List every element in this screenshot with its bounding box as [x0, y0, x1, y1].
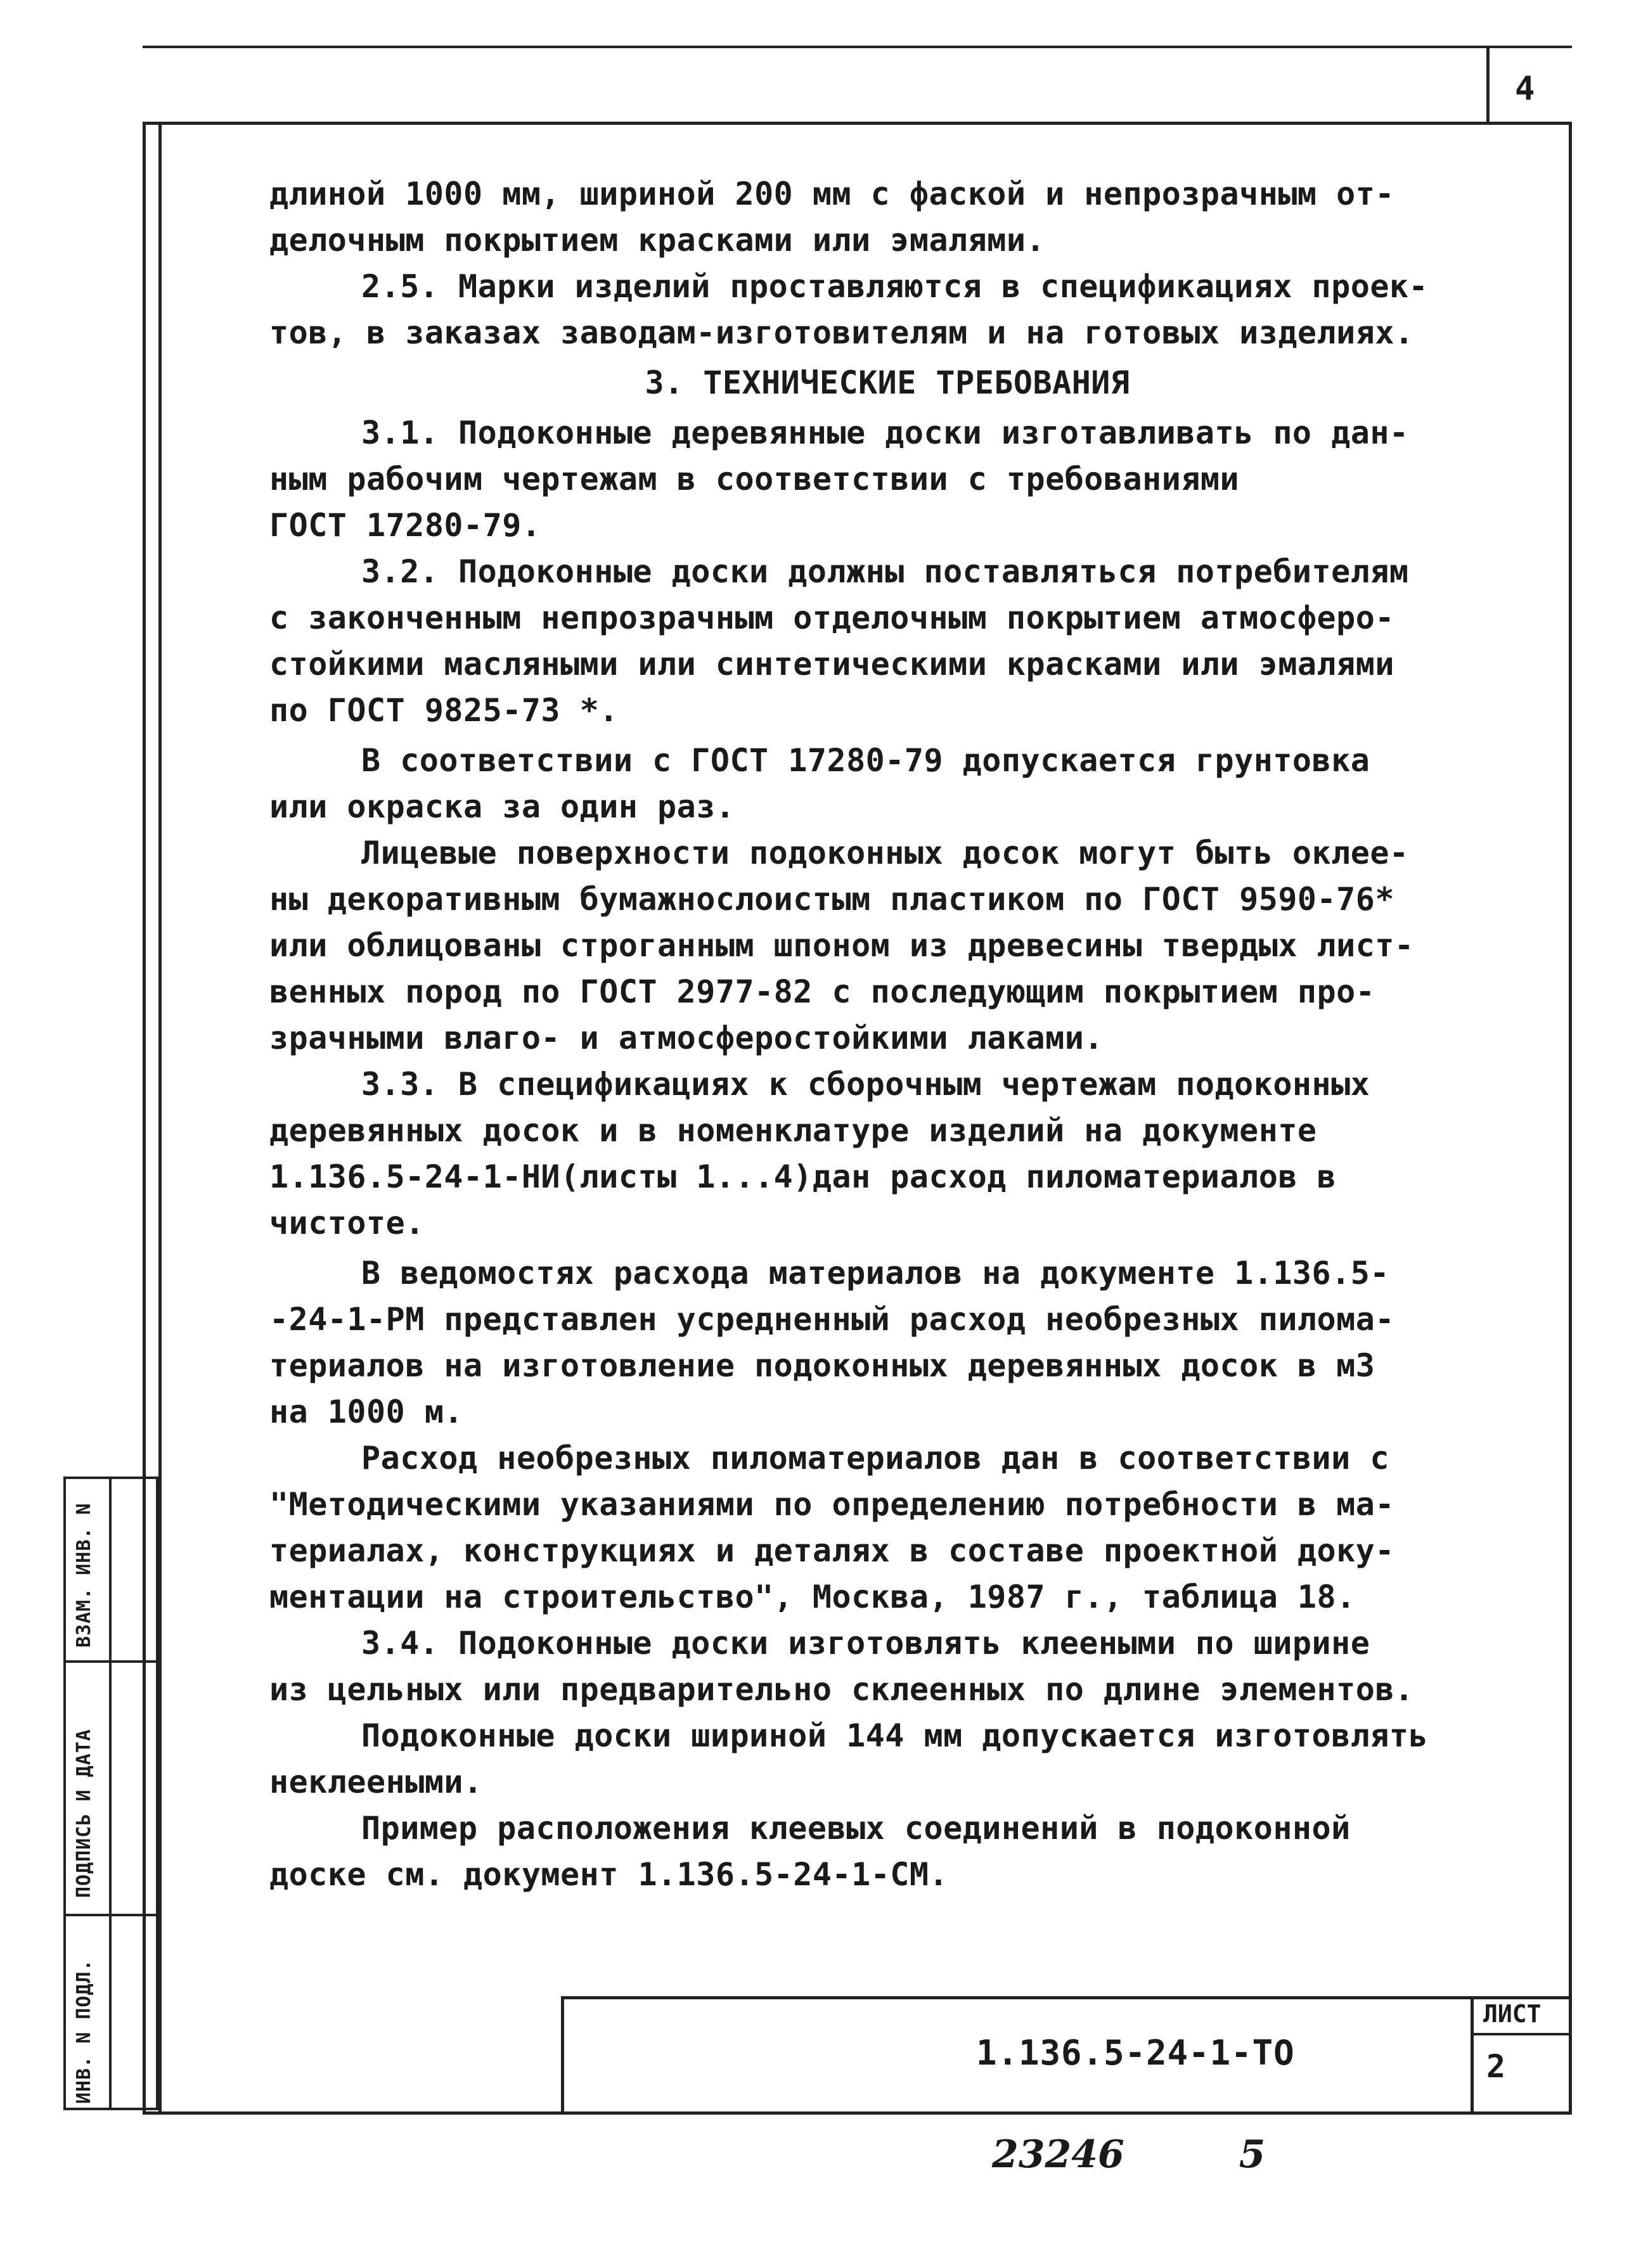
archive-sheet: 5 [1239, 2132, 1266, 2177]
paragraph-3-3-consumption: Расход необрезных пиломатериалов дан в соответствии с "Методическими указаниями по определению потребности в ма- териалах, конструкциях и деталях в составе проектной доку- ментации на строительство", Москва, 1987 г., таблица 18. [269, 1440, 1394, 1615]
stamp-row-line [63, 1660, 158, 1663]
stamp-replace-inv: ВЗАМ. ИНВ. N [73, 1502, 95, 1648]
paragraph-3-2: 3.2. Подоконные доски должны поставляться потребителям с законченным непрозрачным отделочным покрытием атмосферо- стойкими масляными или синтетическими красками или эмалями по ГОСТ 9825-73 *. [269, 553, 1409, 729]
sheet-label: ЛИСТ [1483, 2000, 1542, 2028]
paragraph-3-4: 3.4. Подоконные доски изготовлять клееными по ширине из цельных или предварительно склеенных по длине элементов. [269, 1625, 1414, 1708]
section-heading: 3. ТЕХНИЧЕСКИЕ ТРЕБОВАНИЯ [645, 364, 1130, 401]
margin-stamp-divider [109, 1477, 112, 2110]
page-number: 4 [1515, 70, 1535, 108]
stamp-row-line [63, 1914, 158, 1916]
paragraph-3-1: 3.1. Подоконные деревянные доски изготавливать по дан- ным рабочим чертежам в соответствии с требованиями ГОСТ 17280-79. [269, 414, 1409, 544]
archive-number: 23246 [992, 2132, 1124, 2177]
paragraph-continuation: длиной 1000 мм, шириной 200 мм с фаской и непрозрачным от- делочным покрытием красками или эмалями. [269, 176, 1394, 259]
stamp-sign-date: ПОДПИСЬ И ДАТА [73, 1729, 95, 1898]
paragraph-3-4-width: Подоконные доски шириной 144 мм допускается изготовлять неклееными. [269, 1717, 1429, 1800]
frame-binding-line [158, 122, 162, 2115]
paragraph-3-3-statements: В ведомостях расхода материалов на документе 1.136.5- -24-1-РМ представлен усредненный расход необрезных пилома- териалов на изготовление подоконных деревянных досок в м3 на 1000 м. [269, 1255, 1394, 1430]
paragraph-2-5: 2.5. Марки изделий проставляются в спецификациях проек- тов, в заказах заводам-изготовителям и на готовых изделиях. [269, 268, 1429, 351]
top-rule [143, 46, 1572, 48]
paragraph-3-4-example: Пример расположения клеевых соединений в подоконной доске см. документ 1.136.5-24-1-СМ. [269, 1810, 1351, 1893]
sheet-number: 2 [1486, 2048, 1506, 2085]
paragraph-3-2-primer: В соответствии с ГОСТ 17280-79 допускается грунтовка или окраска за один раз. [269, 742, 1370, 825]
paragraph-3-2-surfaces: Лицевые поверхности подоконных досок могут быть оклее- ны декоративным бумажнослоистым пластиком по ГОСТ 9590-76* или облицованы строганным шпоном из древесины твердых лист- венных пород по ГОСТ 2977-82 с последующим покрытием про- зрачными влаго- и атмосферостойкими лаками. [269, 835, 1414, 1056]
archive-number-stamp [992, 2132, 1265, 2177]
document-code: 1.136.5-24-1-ТО [976, 2033, 1295, 2073]
paragraph-3-3: 3.3. В спецификациях к сборочным чертежам подоконных деревянных досок и в номенклатуре изделий на документе 1.136.5-24-1-НИ(листы 1...4)дан расход пиломатериалов в чистоте. [269, 1066, 1370, 1241]
stamp-inv-original: ИНВ. N ПОДЛ. [73, 1959, 95, 2104]
document-body [269, 171, 1505, 1898]
